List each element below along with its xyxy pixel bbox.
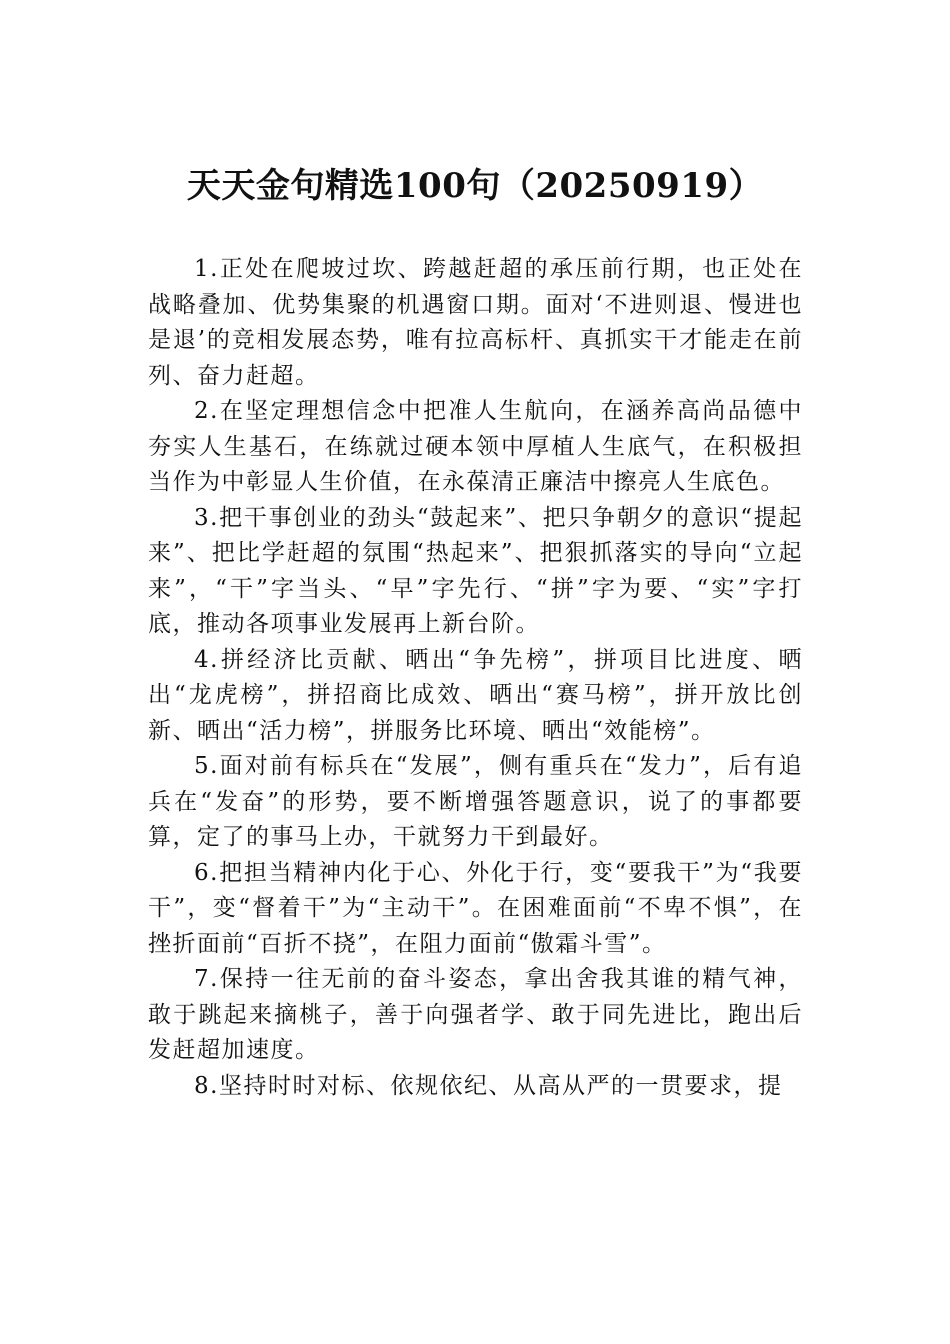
- document-title: 天天金句精选100句（20250919）: [186, 166, 764, 206]
- paragraph-6: 6.把担当精神内化于心、外化于行，变“要我干”为“我要干”，变“督着干”为“主动干”。在困难面前“不卑不惧”，在挫折面前“百折不挠”，在阻力面前“傲霜斗雪”。: [148, 859, 803, 957]
- paragraph-2: 2.在坚定理想信念中把准人生航向，在涵养高尚品德中夯实人生基石，在练就过硬本领中厚植人生底气，在积极担当作为中彰显人生价值，在永葆清正廉洁中擦亮人生底色。: [148, 398, 803, 495]
- paragraph-8: 8.坚持时时对标、依规依纪、从高从严的一贯要求，提: [194, 1072, 783, 1099]
- paragraph-3: 3.把干事创业的劲头“鼓起来”、把只争朝夕的意识“提起来”、把比学赶超的氛围“热起来”、把狠抓落实的导向“立起来”，“干”字当头、“早”字先行、“拼”字为要、“实”字打底，推动各项事业发展再上新台阶。: [148, 504, 803, 637]
- document-body: [148, 252, 803, 1252]
- paragraph-4: 4.拼经济比贡献、晒出“争先榜”，拼项目比进度、晒出“龙虎榜”，拼招商比成效、晒出“赛马榜”，拼开放比创新、晒出“活力榜”，拼服务比环境、晒出“效能榜”。: [148, 646, 803, 744]
- paragraph-7: 7.保持一往无前的奋斗姿态，拿出舍我其谁的精气神，敢于跳起来摘桃子，善于向强者学、敢于同先进比，跑出后发赶超加速度。: [148, 966, 803, 1063]
- paragraph-1: 1.正处在爬坡过坎、跨越赶超的承压前行期，也正处在战略叠加、优势集聚的机遇窗口期。面对‘不进则退、慢进也是退’的竞相发展态势，唯有拉高标杆、真抓实干才能走在前列、奋力赶超。: [148, 256, 803, 389]
- paragraph-5: 5.面对前有标兵在“发展”，侧有重兵在“发力”，后有追兵在“发奋”的形势，要不断增强答题意识，说了的事都要算，定了的事马上办，干就努力干到最好。: [148, 753, 803, 850]
